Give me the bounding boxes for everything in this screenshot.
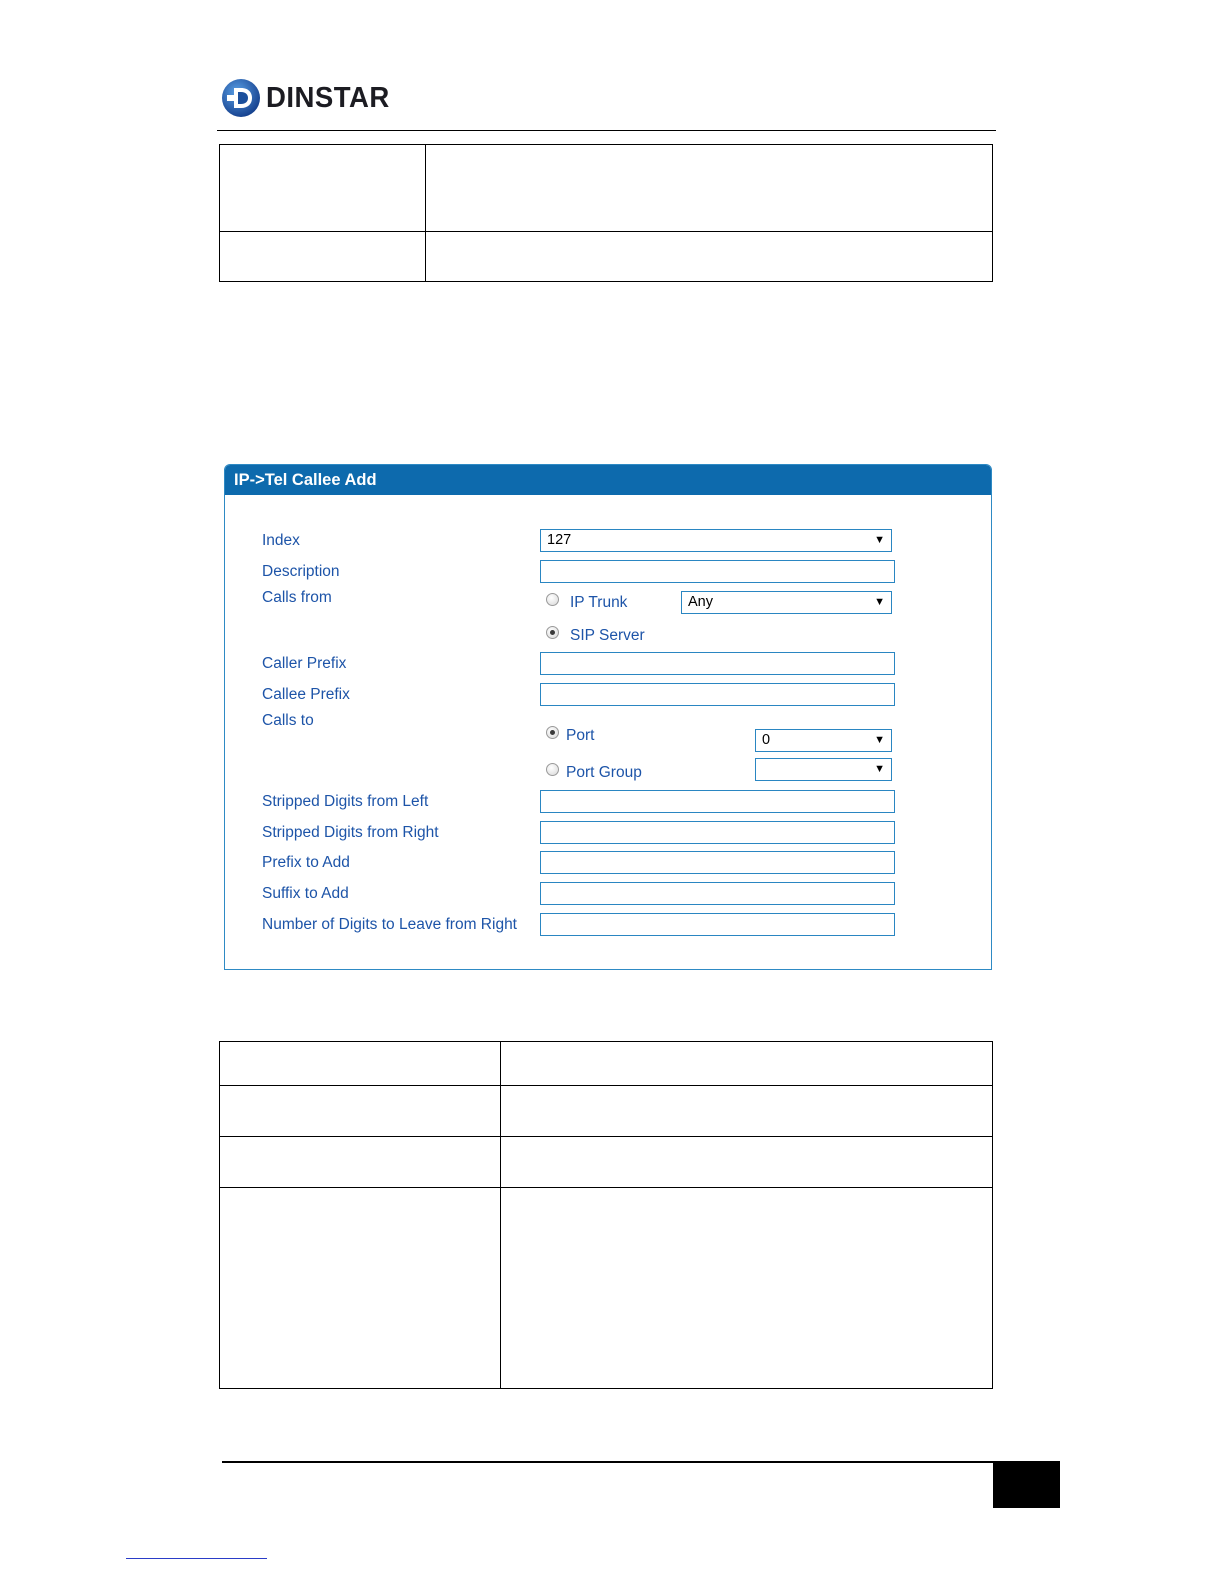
sip-server-label: SIP Server	[570, 627, 645, 644]
stripped-right-input[interactable]	[540, 821, 895, 844]
chevron-down-icon: ▼	[874, 763, 885, 775]
page-number-box	[993, 1461, 1060, 1508]
brand-name: DINSTAR	[266, 81, 390, 114]
footer-divider	[222, 1461, 993, 1463]
port-group-label: Port Group	[566, 764, 642, 781]
caller-prefix-input[interactable]	[540, 652, 895, 675]
callee-prefix-label: Callee Prefix	[262, 686, 350, 703]
index-select[interactable]	[540, 529, 892, 552]
stripped-left-input[interactable]	[540, 790, 895, 813]
calls-to-label: Calls to	[262, 712, 314, 729]
bottom-table	[219, 1041, 993, 1389]
description-label: Description	[262, 563, 340, 580]
stripped-right-label: Stripped Digits from Right	[262, 824, 439, 841]
table-row	[220, 1137, 993, 1188]
footer-link-underline	[126, 1558, 267, 1559]
ip-trunk-select-value: Any	[688, 594, 713, 610]
port-select[interactable]	[755, 729, 892, 752]
port-label: Port	[566, 727, 595, 744]
sip-server-radio[interactable]	[546, 626, 559, 639]
digits-leave-right-input[interactable]	[540, 913, 895, 936]
panel-title: IP->Tel Callee Add	[225, 465, 991, 495]
description-input[interactable]	[540, 560, 895, 583]
chevron-down-icon: ▼	[874, 734, 885, 746]
port-select-value: 0	[762, 732, 771, 748]
prefix-to-add-label: Prefix to Add	[262, 854, 350, 871]
dinstar-logo-icon	[221, 78, 261, 118]
table-row	[220, 1086, 993, 1137]
caller-prefix-label: Caller Prefix	[262, 655, 347, 672]
top-table	[219, 144, 993, 282]
ip-trunk-label: IP Trunk	[570, 594, 628, 611]
index-select-value: 127	[547, 532, 572, 548]
callee-add-panel	[224, 464, 992, 970]
ip-trunk-select[interactable]	[681, 591, 892, 614]
callee-prefix-input[interactable]	[540, 683, 895, 706]
suffix-to-add-label: Suffix to Add	[262, 885, 349, 902]
port-group-select[interactable]	[755, 758, 892, 781]
table-row	[220, 232, 993, 282]
port-radio[interactable]	[546, 726, 559, 739]
calls-from-label: Calls from	[262, 589, 332, 606]
chevron-down-icon: ▼	[874, 596, 885, 608]
digits-leave-right-label: Number of Digits to Leave from Right	[262, 916, 517, 933]
stripped-left-label: Stripped Digits from Left	[262, 793, 429, 810]
table-row	[220, 1188, 993, 1389]
chevron-down-icon: ▼	[874, 534, 885, 546]
header-divider	[217, 130, 996, 131]
port-group-radio[interactable]	[546, 763, 559, 776]
table-row	[220, 145, 993, 232]
table-row	[220, 1042, 993, 1086]
dinstar-logo	[221, 78, 396, 118]
ip-trunk-radio[interactable]	[546, 593, 559, 606]
prefix-to-add-input[interactable]	[540, 851, 895, 874]
index-label: Index	[262, 532, 300, 549]
suffix-to-add-input[interactable]	[540, 882, 895, 905]
